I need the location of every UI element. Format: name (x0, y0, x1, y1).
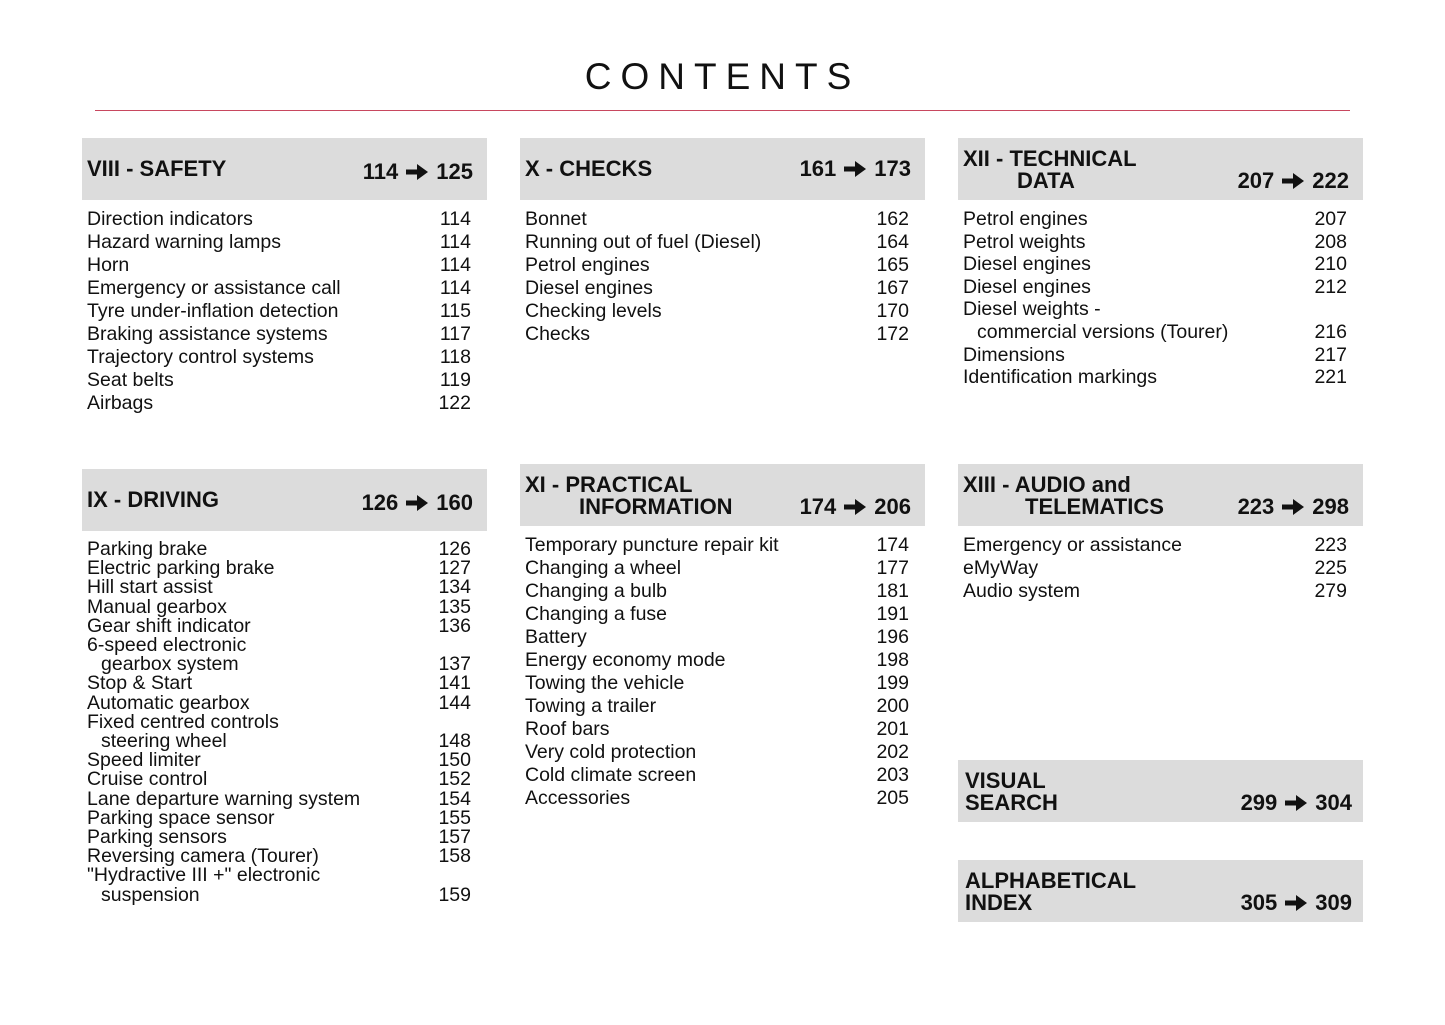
list-item[interactable]: Seat belts 119 (87, 369, 471, 391)
range-end: 298 (1312, 494, 1349, 519)
range-end: 309 (1315, 890, 1352, 915)
list-item[interactable]: Energy economy mode 198 (525, 649, 909, 671)
list-item[interactable]: Accessories 205 (525, 787, 909, 809)
list-item[interactable]: Speed limiter 150 (87, 749, 471, 772)
list-item[interactable]: Petrol engines 165 (525, 254, 909, 276)
item-list (82, 540, 487, 905)
range-end: 304 (1315, 790, 1352, 815)
section-alphabetical-index (958, 860, 1363, 922)
section-title: VISUAL (965, 768, 1046, 793)
section-header-alphabetical-index[interactable] (958, 860, 1363, 922)
section-title: IX - DRIVING (87, 487, 220, 512)
section-safety (82, 138, 487, 415)
section-checks (520, 138, 925, 346)
list-item[interactable]: Bonnet 162 (525, 208, 909, 230)
right-arrow-icon (1282, 172, 1304, 190)
list-item[interactable]: Direction indicators 114 (87, 208, 471, 230)
range-start: 223 (1237, 494, 1275, 519)
right-arrow-icon (1282, 498, 1304, 516)
range-end: 222 (1312, 168, 1349, 193)
list-item[interactable]: Trajectory control systems 118 (87, 346, 471, 368)
section-title-line2: SEARCH (965, 790, 1058, 815)
range-end: 125 (436, 159, 473, 184)
item-list (958, 534, 1363, 603)
list-item[interactable]: Reversing camera (Tourer) 158 (87, 845, 471, 868)
list-item[interactable]: Diesel engines 212 (963, 275, 1347, 298)
range-start: 174 (799, 494, 837, 519)
list-item[interactable]: Very cold protection 202 (525, 741, 909, 763)
list-item[interactable]: Emergency or assistance 223 (963, 534, 1347, 556)
list-item[interactable]: Petrol engines 207 (963, 208, 1347, 230)
list-item[interactable]: Identification markings 221 (963, 366, 1347, 389)
section-header-practical[interactable] (520, 464, 925, 526)
section-header-safety[interactable] (82, 138, 487, 200)
section-title: ALPHABETICAL (965, 868, 1137, 893)
section-technical (958, 138, 1363, 389)
right-arrow-icon (844, 498, 866, 516)
range-start: 207 (1237, 168, 1275, 193)
list-item[interactable]: Tyre under-inflation detection 115 (87, 300, 471, 322)
item-list (82, 208, 487, 415)
range-end: 160 (436, 490, 473, 515)
list-item[interactable]: Airbags 122 (87, 392, 471, 414)
section-header-technical[interactable] (958, 138, 1363, 200)
section-driving (82, 469, 487, 905)
right-arrow-icon (844, 160, 866, 178)
right-arrow-icon (406, 163, 428, 181)
list-item[interactable]: Automatic gearbox 144 (87, 691, 471, 714)
right-arrow-icon (406, 494, 428, 512)
right-arrow-icon (1285, 794, 1307, 812)
section-title-line2: INFORMATION (579, 494, 733, 519)
section-header-audio[interactable] (958, 464, 1363, 526)
list-item[interactable]: Temporary puncture repair kit 174 (525, 534, 909, 556)
item-list (520, 208, 925, 346)
list-item[interactable]: Towing the vehicle 199 (525, 672, 909, 694)
list-item[interactable]: Lane departure warning system 154 (87, 787, 471, 810)
section-title: XII - TECHNICAL (963, 146, 1137, 171)
section-header-checks[interactable] (520, 138, 925, 200)
list-item[interactable]: 6-speed electronic gearbox system 137 (87, 634, 471, 676)
list-item[interactable]: Electric parking brake 127 (87, 557, 471, 580)
right-arrow-icon (1285, 894, 1307, 912)
list-item[interactable]: Towing a trailer 200 (525, 695, 909, 717)
range-start: 161 (799, 156, 837, 181)
item-list (520, 534, 925, 810)
list-item[interactable]: Manual gearbox 135 (87, 595, 471, 618)
section-title: X - CHECKS (525, 156, 653, 181)
list-item[interactable]: Gear shift indicator 136 (87, 614, 471, 637)
list-item[interactable]: Dimensions 217 (963, 343, 1347, 366)
section-header-driving[interactable] (82, 469, 487, 531)
section-title: XIII - AUDIO and (963, 472, 1131, 497)
list-item[interactable]: Petrol weights 208 (963, 230, 1347, 253)
list-item[interactable]: Horn 114 (87, 254, 471, 276)
list-item[interactable]: Hill start assist 134 (87, 576, 471, 599)
range-end: 173 (874, 156, 911, 181)
list-item[interactable]: Parking brake 126 (87, 538, 471, 560)
list-item[interactable]: Changing a wheel 177 (525, 557, 909, 579)
list-item[interactable]: Changing a fuse 191 (525, 603, 909, 625)
list-item[interactable]: Running out of fuel (Diesel) 164 (525, 231, 909, 253)
list-item[interactable]: Cold climate screen 203 (525, 764, 909, 786)
list-item[interactable]: eMyWay 225 (963, 557, 1347, 579)
list-item[interactable]: Emergency or assistance call 114 (87, 277, 471, 299)
list-item[interactable]: Diesel weights - commercial versions (Tourer) 216 (963, 298, 1347, 343)
list-item[interactable]: Audio system 279 (963, 580, 1347, 602)
list-item[interactable]: Parking space sensor 155 (87, 806, 471, 829)
list-item[interactable]: Checks 172 (525, 323, 909, 345)
section-practical (520, 464, 925, 810)
page-title: CONTENTS (584, 56, 861, 97)
range-start: 114 (362, 159, 399, 184)
list-item[interactable]: Changing a bulb 181 (525, 580, 909, 602)
range-start: 305 (1240, 890, 1278, 915)
section-title-line2: TELEMATICS (1025, 494, 1164, 519)
section-visual-search (958, 760, 1363, 822)
section-header-visual-search[interactable] (958, 760, 1363, 822)
section-title-line2: INDEX (965, 890, 1033, 915)
list-item[interactable]: Hazard warning lamps 114 (87, 231, 471, 253)
range-start: 299 (1240, 790, 1278, 815)
list-item[interactable]: Parking sensors 157 (87, 826, 471, 849)
list-item[interactable]: Fixed centred controls steering wheel 148 (87, 710, 471, 753)
list-item[interactable]: Battery 196 (525, 626, 909, 648)
list-item[interactable]: "Hydractive III +" electronic suspension 159 (87, 864, 471, 906)
list-item[interactable]: Cruise control 152 (87, 768, 471, 791)
list-item[interactable]: Roof bars 201 (525, 718, 909, 740)
section-audio (958, 464, 1363, 603)
range-start: 126 (361, 490, 399, 515)
item-list (958, 208, 1363, 389)
section-title: XI - PRACTICAL (525, 472, 693, 497)
range-end: 206 (874, 494, 911, 519)
list-item[interactable]: Stop & Start 141 (87, 672, 471, 695)
section-title: VIII - SAFETY (87, 156, 227, 181)
list-item[interactable]: Diesel engines 167 (525, 277, 909, 299)
list-item[interactable]: Braking assistance systems 117 (87, 323, 471, 345)
title-divider (95, 110, 1350, 111)
list-item[interactable]: Diesel engines 210 (963, 253, 1347, 276)
section-title-line2: DATA (1017, 168, 1075, 193)
list-item[interactable]: Checking levels 170 (525, 300, 909, 322)
